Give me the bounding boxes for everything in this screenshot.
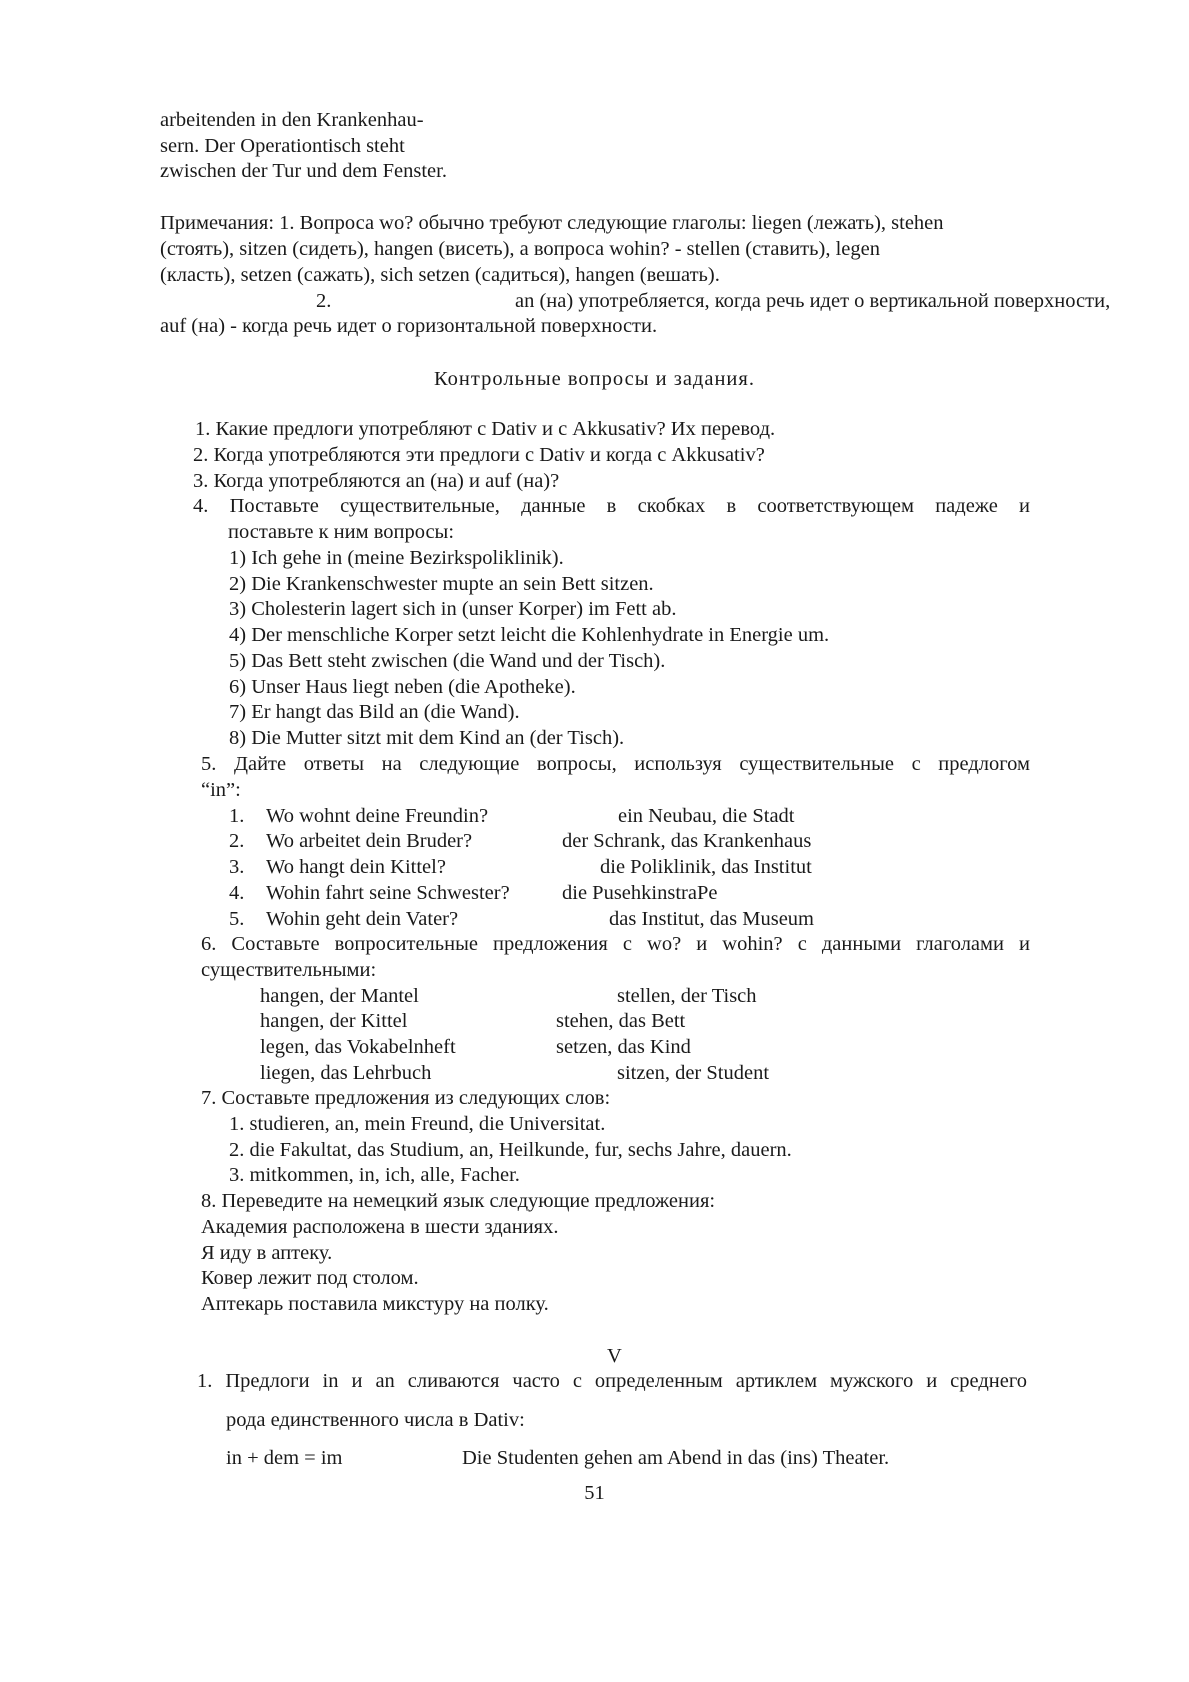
note-line: (класть), setzen (сажать), sich setzen (садиться), hangen (вешать). (160, 264, 720, 286)
text-line: zwischen der Tur und dem Fenster. (160, 160, 447, 182)
task-item: 2. Когда употребляются эти предлоги с Dativ и когда с Akkusativ? (193, 444, 765, 466)
section-numeral: V (607, 1345, 622, 1367)
qa-number: 1. (229, 805, 245, 827)
task-item: 4. Поставьте существительные, данные в скобках в соответствующем падеже и (193, 495, 1030, 517)
task-item-continuation: существительными: (201, 959, 377, 981)
task-item: 1. Какие предлоги употребляют с Dativ и с Akkusativ? Их перевод. (195, 418, 776, 440)
qa-question: Wo arbeitet dein Bruder? (266, 830, 473, 852)
word-pair-left: liegen, das Lehrbuch (260, 1062, 432, 1084)
qa-answer: die PusehkinstraPe (562, 882, 718, 904)
task-item: 5. Дайте ответы на следующие вопросы, используя существительные с предлогом (201, 753, 1030, 775)
task-item: 7. Составьте предложения из следующих слов: (201, 1087, 611, 1109)
note-line: an (на) употребляется, когда речь идет о вертикальной поверхности, (515, 290, 1111, 312)
qa-question: Wohin fahrt seine Schwester? (266, 882, 510, 904)
subtask-item: 3. mitkommen, in, ich, alle, Facher. (229, 1164, 520, 1186)
word-pair-left: hangen, der Mantel (260, 985, 419, 1007)
subtask-item: 2. die Fakultat, das Studium, an, Heilkunde, fur, sechs Jahre, dauern. (229, 1139, 792, 1161)
subtask-item: 8) Die Mutter sitzt mit dem Kind an (der Tisch). (229, 727, 625, 749)
note-line: Примечания: 1. Вопроса wo? обычно требуют следующие глаголы: liegen (лежать), stehen (160, 212, 944, 234)
task-item: 3. Когда употребляются an (на) и auf (на)? (193, 470, 560, 492)
subtask-item: 2) Die Krankenschwester mupte an sein Bett sitzen. (229, 573, 654, 595)
subtask-item: 1. studieren, an, mein Freund, die Universitat. (229, 1113, 606, 1135)
subtask-item: 3) Cholesterin lagert sich in (unser Korper) im Fett ab. (229, 598, 677, 620)
qa-answer: die Poliklinik, das Institut (600, 856, 812, 878)
qa-answer: das Institut, das Museum (609, 908, 814, 930)
word-pair-right: setzen, das Kind (556, 1036, 691, 1058)
contraction-formula: in + dem = im (226, 1447, 343, 1469)
translation-sentence: Аптекарь поставила микстуру на полку. (201, 1293, 549, 1315)
qa-number: 2. (229, 830, 245, 852)
qa-number: 3. (229, 856, 245, 878)
word-pair-left: legen, das Vokabelnheft (260, 1036, 456, 1058)
page-number: 51 (584, 1482, 605, 1504)
subtask-item: 7) Er hangt das Bild an (die Wand). (229, 701, 520, 723)
rule-line-continuation: рода единственного числа в Dativ: (226, 1409, 525, 1431)
qa-question: Wo hangt dein Kittel? (266, 856, 446, 878)
text-line: arbeitenden in den Krankenhau- (160, 109, 424, 131)
translation-sentence: Я иду в аптеку. (201, 1242, 333, 1264)
note-line: (стоять), sitzen (сидеть), hangen (висеть), а вопроса wohin? - stellen (ставить), legen (160, 238, 880, 260)
translation-sentence: Ковер лежит под столом. (201, 1267, 419, 1289)
subtask-item: 1) Ich gehe in (meine Bezirkspoliklinik). (229, 547, 564, 569)
note-line: auf (на) - когда речь идет о горизонтальной поверхности. (160, 315, 658, 337)
text-line: sern. Der Operationtisch steht (160, 135, 405, 157)
task-item: 6. Составьте вопросительные предложения с wo? и wohin? с данными глаголами и (201, 933, 1030, 955)
subtask-item: 5) Das Bett steht zwischen (die Wand und der Tisch). (229, 650, 666, 672)
word-pair-left: hangen, der Kittel (260, 1010, 408, 1032)
qa-number: 4. (229, 882, 245, 904)
task-item: 8. Переведите на немецкий язык следующие предложения: (201, 1190, 716, 1212)
subtask-item: 4) Der menschliche Korper setzt leicht die Kohlenhydrate in Energie um. (229, 624, 830, 646)
word-pair-right: stehen, das Bett (556, 1010, 686, 1032)
qa-question: Wohin geht dein Vater? (266, 908, 459, 930)
qa-answer: der Schrank, das Krankenhaus (562, 830, 812, 852)
section-heading: Контрольные вопросы и задания. (434, 368, 755, 390)
qa-question: Wo wohnt deine Freundin? (266, 805, 489, 827)
task-item-continuation: “in”: (201, 779, 241, 801)
subtask-item: 6) Unser Haus liegt neben (die Apotheke). (229, 676, 576, 698)
translation-sentence: Академия расположена в шести зданиях. (201, 1216, 559, 1238)
note-number: 2. (316, 290, 332, 312)
word-pair-right: stellen, der Tisch (617, 985, 757, 1007)
qa-number: 5. (229, 908, 245, 930)
example-sentence: Die Studenten gehen am Abend in das (ins) Theater. (462, 1447, 890, 1469)
rule-line: 1. Предлоги in и an сливаются часто с определенным артиклем мужского и среднего (197, 1370, 1027, 1392)
word-pair-right: sitzen, der Student (617, 1062, 770, 1084)
qa-answer: ein Neubau, die Stadt (618, 805, 795, 827)
task-item-continuation: поставьте к ним вопросы: (228, 521, 455, 543)
